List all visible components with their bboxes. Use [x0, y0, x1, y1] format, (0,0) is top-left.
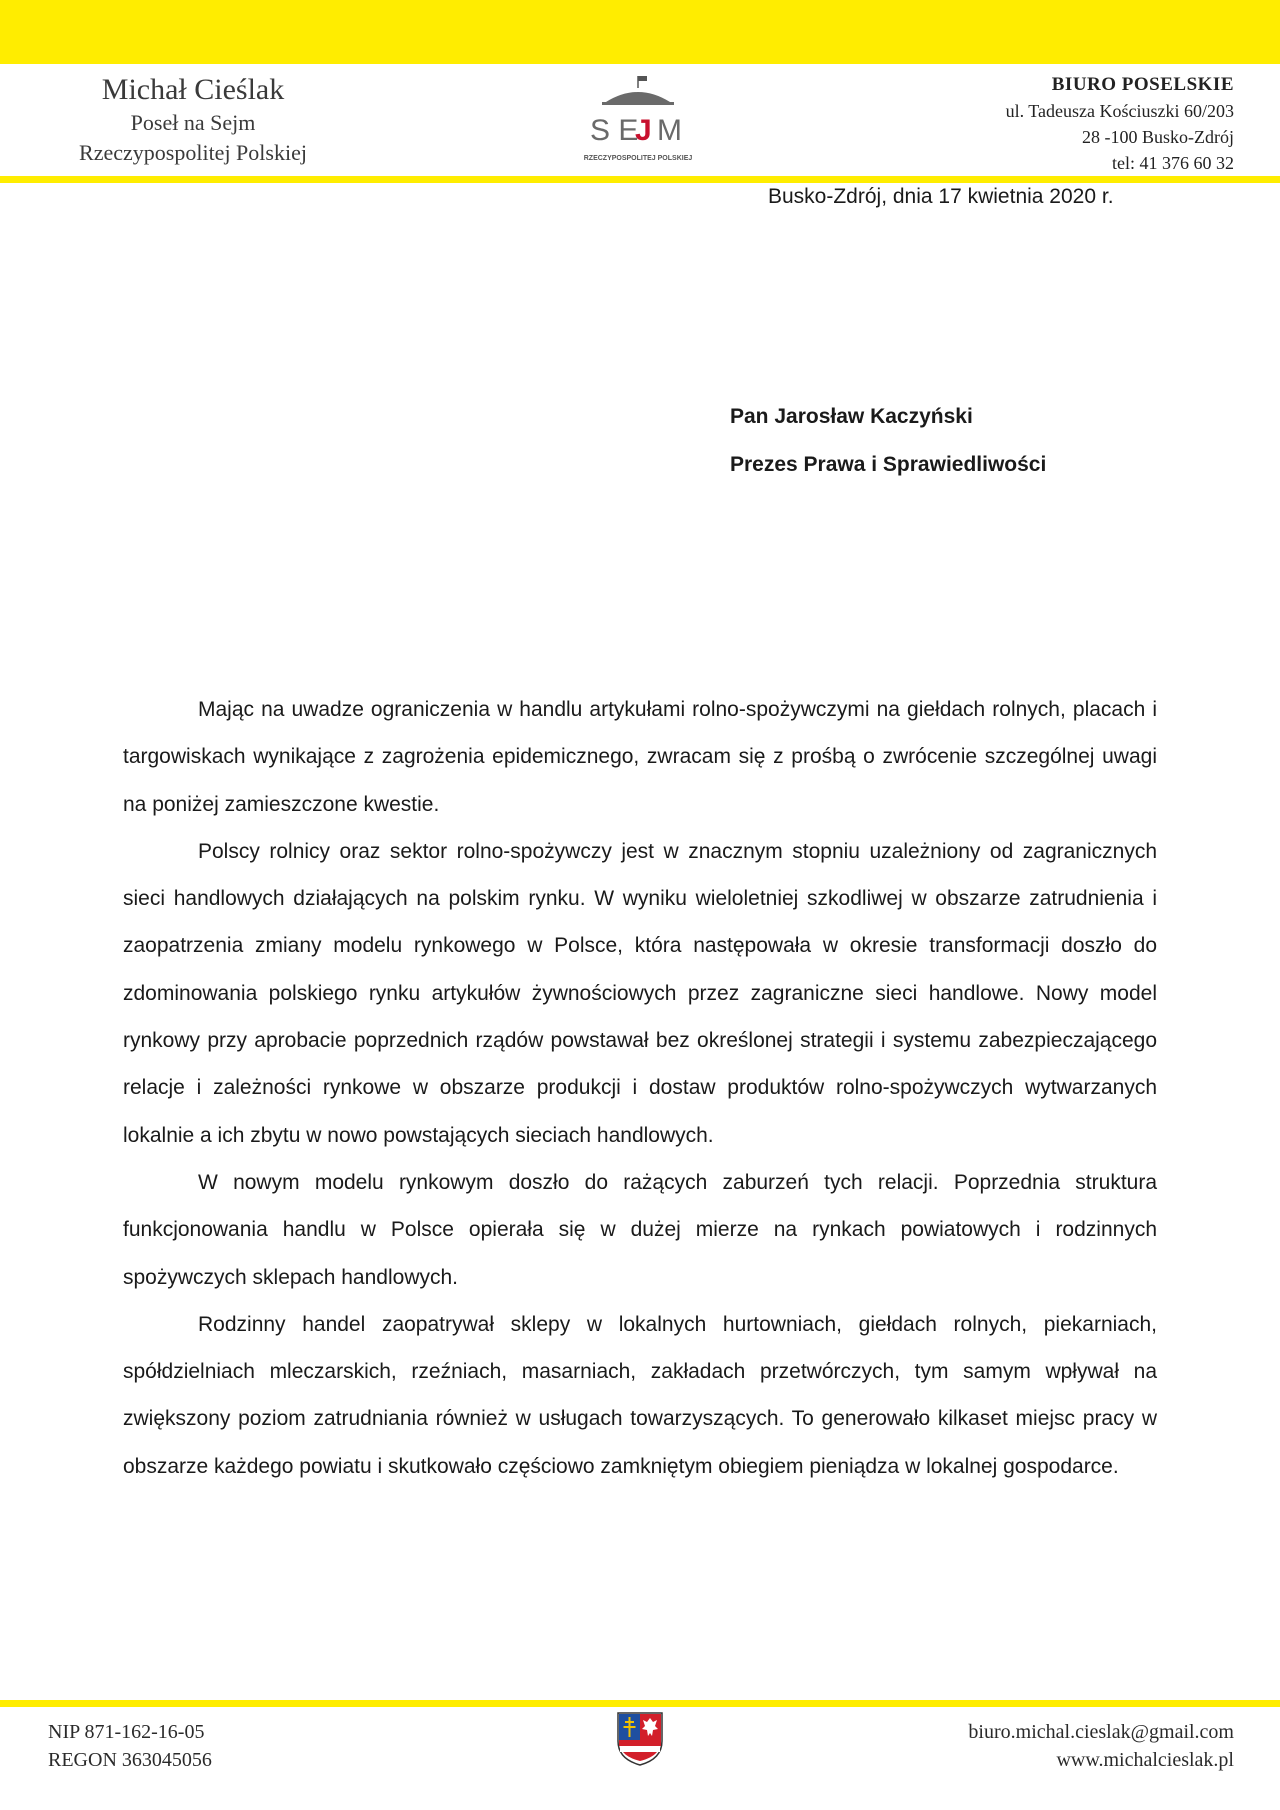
swietokrzyskie-crest-icon [616, 1711, 664, 1767]
website-address: www.michalcieslak.pl [1056, 1749, 1234, 1771]
body-paragraph: Rodzinny handel zaopatrywał sklepy w lokalnych hurtowniach, giełdach rolnych, piekarniach, spółdzielniach mleczarskich, rzeźniach, masarniach, zakładach przetwórczych, tym samym wpływał na zwiększony poziom zatrudniania również w usługach towarzyszących. To generowało kilkaset miejsc pracy w obszarze każdego powiatu i skutkowało częściowo zamkniętym obiegiem pieniądza w lokalnej gospodarce. [123, 1312, 1157, 1478]
svg-text:J: J [635, 114, 652, 147]
top-yellow-band [0, 0, 1280, 64]
sejm-logo-icon [578, 74, 698, 166]
footer-divider [0, 1700, 1280, 1707]
addressee-block [730, 405, 1150, 501]
letter-body [123, 686, 1157, 1490]
mp-name: Michał Cieślak [101, 73, 285, 106]
regon-number: REGON 363045056 [48, 1749, 212, 1771]
mp-title-line-1: Poseł na Sejm [130, 110, 256, 135]
svg-text:RZECZYPOSPOLITEJ POLSKIEJ: RZECZYPOSPOLITEJ POLSKIEJ [583, 155, 693, 162]
body-paragraph: Mając na uwadze ograniczenia w handlu artykułami rolno-spożywczymi na giełdach rolnych, placach i targowiskach wynikające z zagrożenia epidemicznego, zwracam się z prośbą o zwrócenie szczególnej uwagi na poniżej zamieszczone kwestie. [123, 698, 1157, 816]
mp-title-line-2: Rzeczypospolitej Polskiej [79, 140, 307, 165]
footer-registration [48, 1718, 212, 1774]
addressee-title: Prezes Prawa i Sprawiedliwości [730, 453, 1047, 476]
body-paragraph: Polscy rolnicy oraz sektor rolno-spożywczy jest w znacznym stopniu uzależniony od zagranicznych sieci handlowych działających na polskim rynku. W wyniku wieloletniej szkodliwej w obszarze zatrudnienia i zaopatrzenia zmiany modelu rynkowego w Polsce, która następowała w okresie transformacji doszło do zdominowania polskiego rynku artykułów żywnościowych przez zagraniczne sieci handlowe. Nowy model rynkowy przy aprobacie poprzednich rządów powstawał bez określonej strategii i systemu zabezpieczającego relacje i zależności rynkowe w obszarze produkcji i dostaw produktów rolno-spożywczych wytwarzanych lokalnie a ich zbytu w nowo powstających sieciach handlowych. [123, 839, 1157, 1147]
body-paragraph: W nowym modelu rynkowym doszło do rażących zaburzeń tych relacji. Poprzednia struktura funkcjonowania handlu w Polsce opierała się w dużej mierze na rynkach powiatowych i rodzinnych spożywczych sklepach handlowych. [123, 1170, 1157, 1289]
footer-contact [968, 1718, 1234, 1774]
svg-text:S E: S E [590, 114, 639, 147]
svg-text:M: M [657, 114, 682, 147]
nip-number: NIP 871-162-16-05 [48, 1721, 205, 1743]
office-city: 28 -100 Busko-Zdrój [1082, 127, 1234, 147]
mp-block [48, 72, 338, 168]
letter-date: Busko-Zdrój, dnia 17 kwietnia 2020 r. [768, 185, 1114, 208]
office-title: BIURO POSELSKIE [1051, 74, 1234, 95]
office-block [904, 72, 1234, 176]
office-phone: tel: 41 376 60 32 [1112, 153, 1234, 173]
office-street: ul. Tadeusza Kościuszki 60/203 [1005, 101, 1234, 121]
email-address: biuro.michal.cieslak@gmail.com [968, 1721, 1234, 1743]
letterhead [0, 64, 1280, 176]
addressee-name: Pan Jarosław Kaczyński [730, 405, 973, 428]
header-divider [0, 176, 1280, 183]
